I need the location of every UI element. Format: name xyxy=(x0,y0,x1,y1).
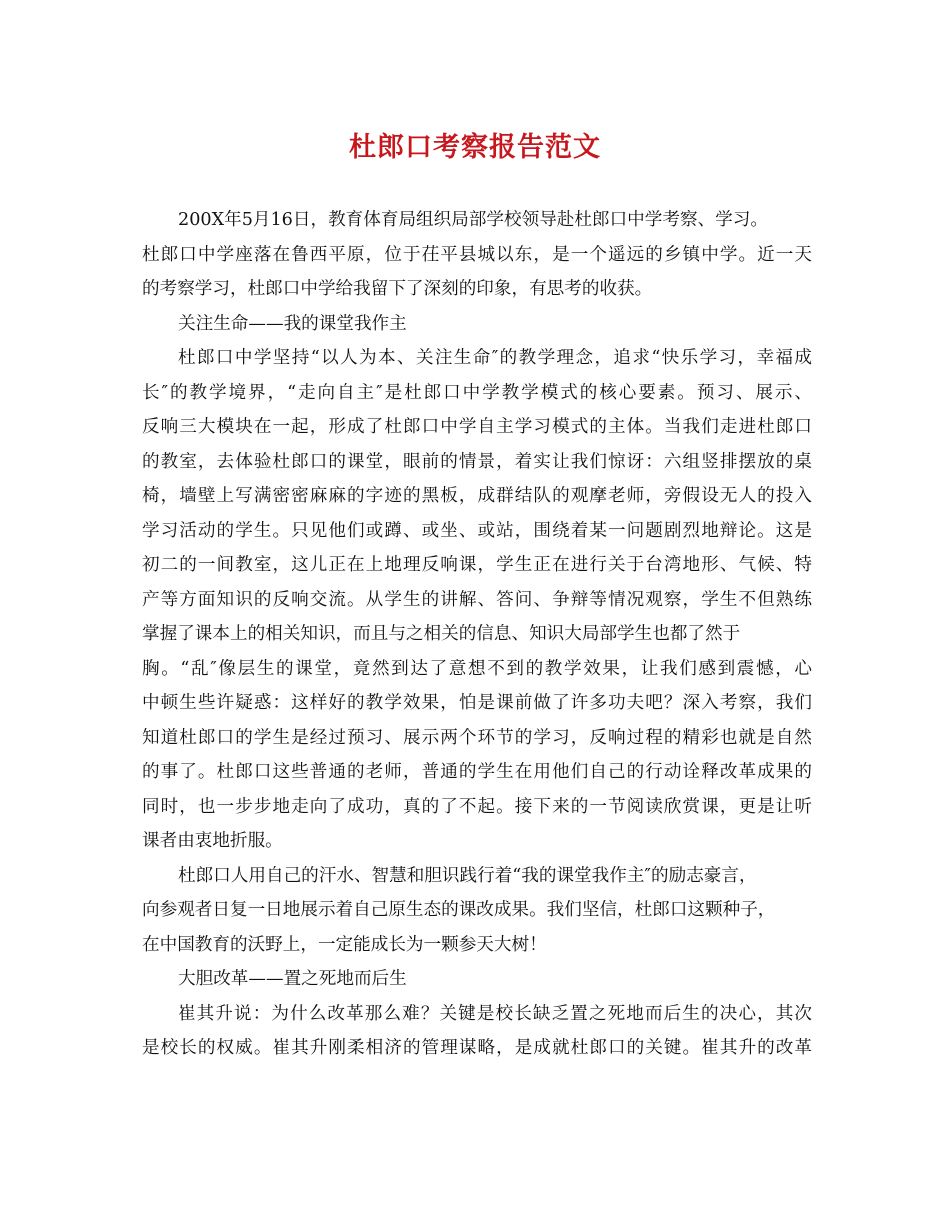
paragraph-line: 学习活动的学生。只见他们或蹲、或坐、或站，围绕着某一问题剧烈地辩论。这是 xyxy=(142,520,812,541)
paragraph-line: 掌握了课本上的相关知识，而且与之相关的信息、知识大局部学生也都了然于 xyxy=(142,624,741,644)
paragraph-line: 的考察学习，杜郎口中学给我留下了深刻的印象，有思考的收获。 xyxy=(142,279,653,299)
paragraph-line: 崔其升说：为什么改革那么难？关键是校长缺乏置之死地而后生的决心，其次 xyxy=(178,1003,812,1024)
paragraph-line: 杜郎口人用自己的汗水、智慧和胆识践行着“我的课堂我作主″的励志豪言， xyxy=(178,865,757,886)
section-heading: 大胆改革——置之死地而后生 xyxy=(178,969,407,989)
paragraph-line: 椅，墙壁上写满密密麻麻的字迹的黑板，成群结队的观摩老师，旁假设无人的投入 xyxy=(142,486,812,506)
paragraph-line: 的事了。杜郎口这些普通的老师，普通的学生在用他们自己的行动诠释改革成果的 xyxy=(142,762,812,782)
paragraph-line: 知道杜郎口的学生是经过预习、展示两个环节的学习，反响过程的精彩也就是自然 xyxy=(142,727,812,748)
document-body xyxy=(142,203,812,1066)
paragraph-line: 初二的一间教室，这儿正在上地理反响课，学生正在进行关于台湾地形、气候、特 xyxy=(142,555,812,575)
paragraph-line: 反响三大模块在一起，形成了杜郎口中学自主学习模式的主体。当我们走进杜郎口 xyxy=(142,417,812,437)
paragraph-line: 的教室，去体验杜郎口的课堂，眼前的情景，着实让我们惊讶：六组竖排摆放的桌 xyxy=(142,451,812,472)
paragraph-line: 同时，也一步步地走向了成功，真的了不起。接下来的一节阅读欣赏课，更是让听 xyxy=(142,796,812,817)
section-heading: 关注生命——我的课堂我作主 xyxy=(178,313,407,334)
paragraph-line: 向参观者日复一日地展示着自己原生态的课改成果。我们坚信，杜郎口这颗种子， xyxy=(142,900,776,920)
paragraph-line: 中顿生些许疑惑：这样好的教学效果，怕是课前做了许多功夫吧？深入考察，我们 xyxy=(142,693,812,713)
paragraph-line: 产等方面知识的反响交流。从学生的讲解、答问、争辩等情况观察，学生不但熟练 xyxy=(142,589,812,610)
document-title: 杜郎口考察报告范文 xyxy=(349,132,601,163)
paragraph-line: 是校长的权威。崔其升刚柔相济的管理谋略，是成就杜郎口的关键。崔其升的改革 xyxy=(142,1038,812,1058)
paragraph-line: 200X年5月16日，教育体育局组织局部学校领导赴杜郎口中学考察、学习。 xyxy=(178,210,768,230)
paragraph-line: 杜郎口中学座落在鲁西平原，位于茌平县城以东，是一个遥远的乡镇中学。近一天 xyxy=(142,244,812,265)
paragraph-line: 长″的教学境界，“走向自主″是杜郎口中学教学模式的核心要素。预习、展示、 xyxy=(142,382,812,403)
paragraph-line: 在中国教育的沃野上，一定能成长为一颗参天大树！ xyxy=(142,934,547,955)
paragraph-line: 胸。“乱″像层生的课堂，竟然到达了意想不到的教学效果，让我们感到震憾，心 xyxy=(142,658,812,679)
paragraph-line: 杜郎口中学坚持“以人为本、关注生命″的教学理念，追求“快乐学习，幸福成 xyxy=(178,348,812,368)
paragraph-line: 课者由衷地折服。 xyxy=(142,831,283,851)
